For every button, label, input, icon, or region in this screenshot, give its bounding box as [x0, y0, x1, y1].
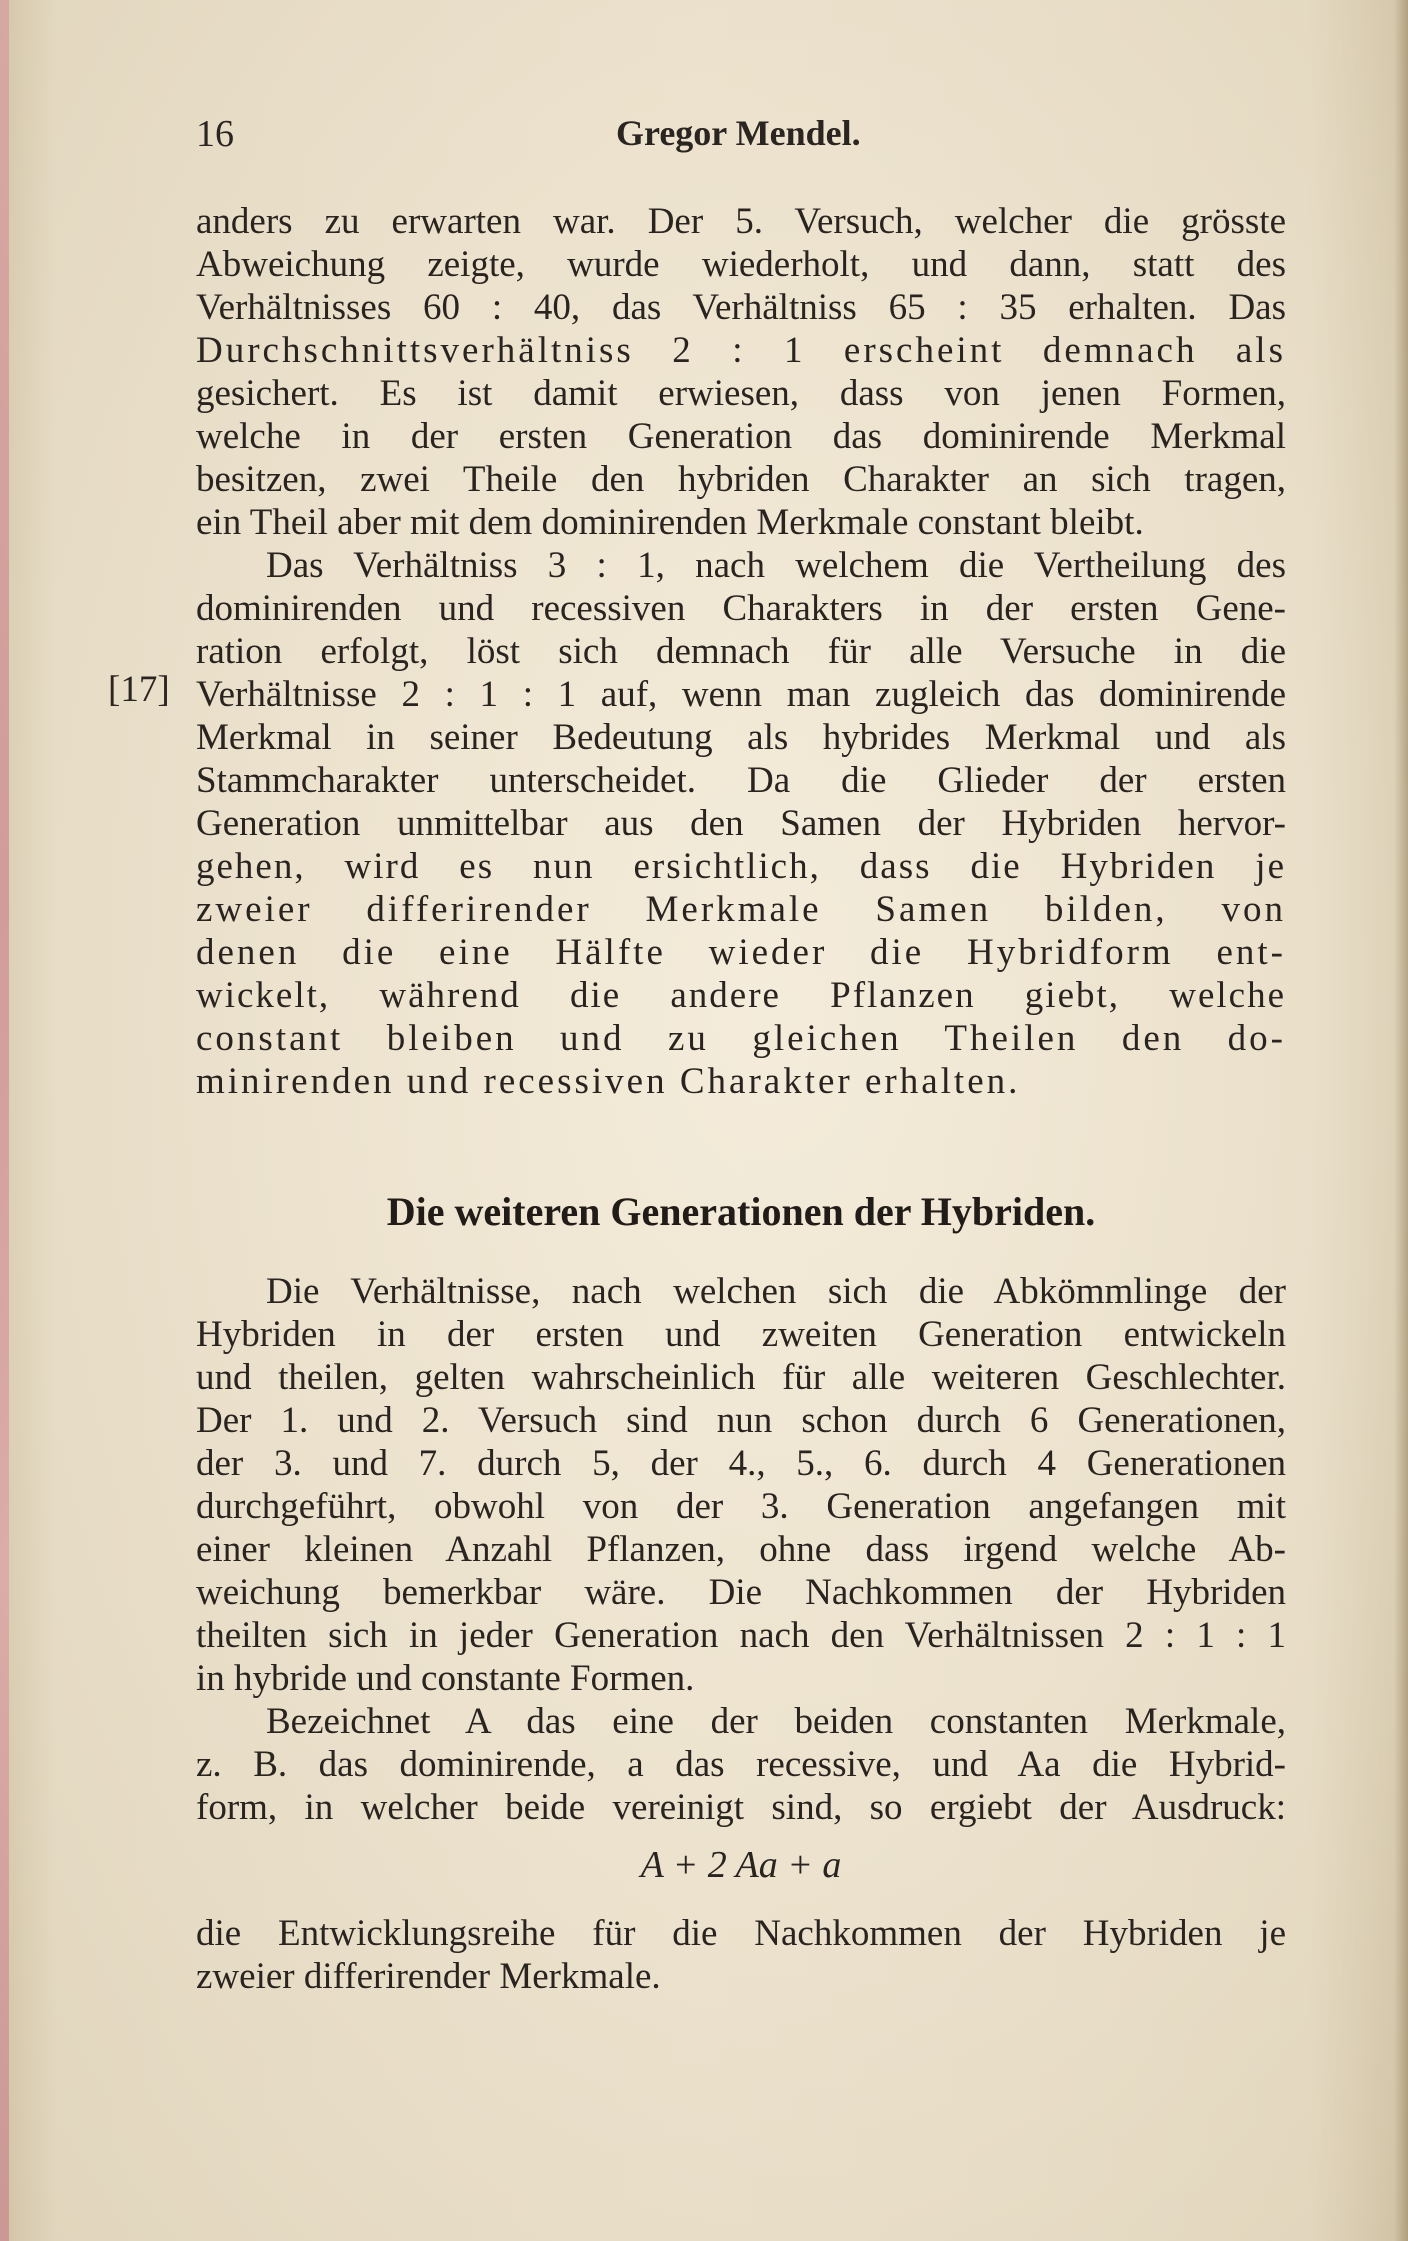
- text-line: gesichert. Es ist damit erwiesen, dass von jenen Formen,: [196, 373, 1286, 414]
- text-line: Verhältnisses 60 : 40, das Verhältniss 65 : 35 erhalten. Das: [196, 287, 1286, 328]
- running-title: Gregor Mendel.: [616, 113, 861, 153]
- text-line: constant bleiben und zu gleichen Theilen den do-: [196, 1018, 1286, 1059]
- text-line: Generation unmittelbar aus den Samen der Hybriden hervor-: [196, 803, 1286, 844]
- page-edge-left: [0, 0, 9, 2241]
- text-line: Der 1. und 2. Versuch sind nun schon durch 6 Generationen,: [196, 1400, 1286, 1441]
- text-line: Verhältnisse 2 : 1 : 1 auf, wenn man zugleich das dominirende: [196, 674, 1286, 715]
- text-line: die Entwicklungsreihe für die Nachkommen der Hybriden je: [196, 1913, 1286, 1954]
- page-number: 16: [196, 113, 234, 155]
- text-line: der 3. und 7. durch 5, der 4., 5., 6. durch 4 Generationen: [196, 1443, 1286, 1484]
- text-line: dominirenden und recessiven Charakters in der ersten Gene-: [196, 588, 1286, 629]
- text-line: durchgeführt, obwohl von der 3. Generation angefangen mit: [196, 1486, 1286, 1527]
- text-line: ein Theil aber mit dem dominirenden Merkmale constant bleibt.: [196, 502, 1144, 543]
- text-line: wickelt, während die andere Pflanzen giebt, welche: [196, 975, 1286, 1016]
- text-line: anders zu erwarten war. Der 5. Versuch, welcher die grösste: [196, 201, 1286, 242]
- margin-page-marker: [17]: [108, 669, 170, 710]
- text-line: zweier differirender Merkmale Samen bilden, von: [196, 889, 1286, 930]
- text-line: zweier differirender Merkmale.: [196, 1956, 661, 1997]
- text-line: in hybride und constante Formen.: [196, 1658, 695, 1699]
- text-line: Durchschnittsverhältniss 2 : 1 erscheint demnach als: [196, 330, 1286, 371]
- section-heading: Die weiteren Generationen der Hybriden.: [386, 1189, 1096, 1234]
- text-line: form, in welcher beide vereinigt sind, so ergiebt der Ausdruck:: [196, 1787, 1286, 1828]
- text-line: Das Verhältniss 3 : 1, nach welchem die Vertheilung des: [266, 545, 1286, 586]
- text-line: z. B. das dominirende, a das recessive, und Aa die Hybrid-: [196, 1744, 1286, 1785]
- text-line: besitzen, zwei Theile den hybriden Charakter an sich tragen,: [196, 459, 1286, 500]
- text-line: ration erfolgt, löst sich demnach für alle Versuche in die: [196, 631, 1286, 672]
- text-line: theilten sich in jeder Generation nach den Verhältnissen 2 : 1 : 1: [196, 1615, 1286, 1656]
- text-line: und theilen, gelten wahrscheinlich für alle weiteren Geschlechter.: [196, 1357, 1286, 1398]
- text-line: minirenden und recessiven Charakter erhalten.: [196, 1061, 1021, 1102]
- text-line: welche in der ersten Generation das dominirende Merkmal: [196, 416, 1286, 457]
- text-line: Bezeichnet A das eine der beiden constanten Merkmale,: [266, 1701, 1286, 1742]
- text-line: Stammcharakter unterscheidet. Da die Glieder der ersten: [196, 760, 1286, 801]
- text-line: Merkmal in seiner Bedeutung als hybrides Merkmal und als: [196, 717, 1286, 758]
- text-line: Abweichung zeigte, wurde wiederholt, und dann, statt des: [196, 244, 1286, 285]
- text-line: gehen, wird es nun ersichtlich, dass die Hybriden je: [196, 846, 1286, 887]
- text-line: Die Verhältnisse, nach welchen sich die Abkömmlinge der: [266, 1271, 1286, 1312]
- page-edge-right: [1394, 0, 1408, 2241]
- text-line: Hybriden in der ersten und zweiten Generation entwickeln: [196, 1314, 1286, 1355]
- text-line: einer kleinen Anzahl Pflanzen, ohne dass irgend welche Ab-: [196, 1529, 1286, 1570]
- text-line: weichung bemerkbar wäre. Die Nachkommen der Hybriden: [196, 1572, 1286, 1613]
- text-line: denen die eine Hälfte wieder die Hybridform ent-: [196, 932, 1286, 973]
- formula: A + 2 Aa + a: [640, 1844, 842, 1886]
